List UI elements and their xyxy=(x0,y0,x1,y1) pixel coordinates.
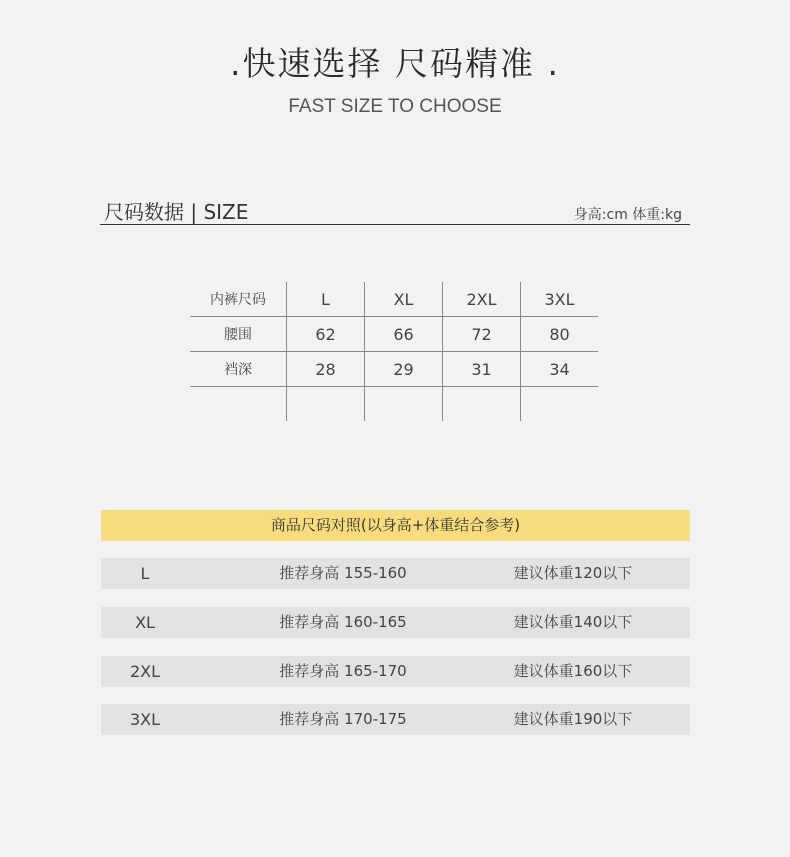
table-cell xyxy=(287,387,365,422)
table-row xyxy=(190,317,598,352)
table-cell: 72 xyxy=(443,317,521,352)
table-cell: 34 xyxy=(521,352,599,387)
size-section-header xyxy=(100,196,690,225)
recommendation-size: 3XL xyxy=(129,710,161,729)
recommendation-height: 推荐身高 170-175 xyxy=(279,710,407,728)
recommendation-size: XL xyxy=(135,613,155,632)
size-table-header-cell: 内裤尺码 xyxy=(190,282,287,317)
recommendation-weight: 建议体重140以下 xyxy=(513,613,633,631)
table-cell: 29 xyxy=(365,352,443,387)
recommendation-weight: 建议体重120以下 xyxy=(513,564,633,582)
recommendation-height: 推荐身高 155-160 xyxy=(279,564,407,582)
recommendation-size: L xyxy=(140,564,150,583)
table-cell xyxy=(443,387,521,422)
size-table-header-cell: L xyxy=(287,282,365,317)
table-row xyxy=(190,387,598,422)
size-table-header-cell: 2XL xyxy=(443,282,521,317)
size-table-header-row xyxy=(190,282,598,317)
recommendation-weight: 建议体重160以下 xyxy=(513,662,633,680)
recommendation-height: 推荐身高 165-170 xyxy=(279,662,407,680)
size-table-header-cell: 3XL xyxy=(521,282,599,317)
recommendation-height: 推荐身高 160-165 xyxy=(279,613,407,631)
table-cell: 66 xyxy=(365,317,443,352)
table-cell xyxy=(190,387,287,422)
table-cell: 31 xyxy=(443,352,521,387)
size-table xyxy=(190,282,598,421)
table-cell xyxy=(521,387,599,422)
page-subtitle: FAST SIZE TO CHOOSE xyxy=(288,96,502,117)
unit-note: 身高:cm 体重:kg xyxy=(573,207,682,223)
table-cell: 28 xyxy=(287,352,365,387)
table-cell: 62 xyxy=(287,317,365,352)
table-cell: 裆深 xyxy=(190,352,287,387)
recommendation-size: 2XL xyxy=(129,662,161,681)
size-table-header-cell: XL xyxy=(365,282,443,317)
recommendation-weight: 建议体重190以下 xyxy=(513,710,633,728)
recommendation-row xyxy=(101,704,690,735)
recommendation-row xyxy=(101,558,690,589)
table-row xyxy=(190,352,598,387)
table-cell xyxy=(365,387,443,422)
table-cell: 腰围 xyxy=(190,317,287,352)
recommendation-row xyxy=(101,607,690,638)
size-section-label: 尺码数据 | SIZE xyxy=(104,200,249,224)
table-cell: 80 xyxy=(521,317,599,352)
recommendation-row xyxy=(101,656,690,687)
recommendation-banner: 商品尺码对照(以身高+体重结合参考) xyxy=(101,510,690,541)
page-title: .快速选择 尺码精准 . xyxy=(230,44,560,83)
